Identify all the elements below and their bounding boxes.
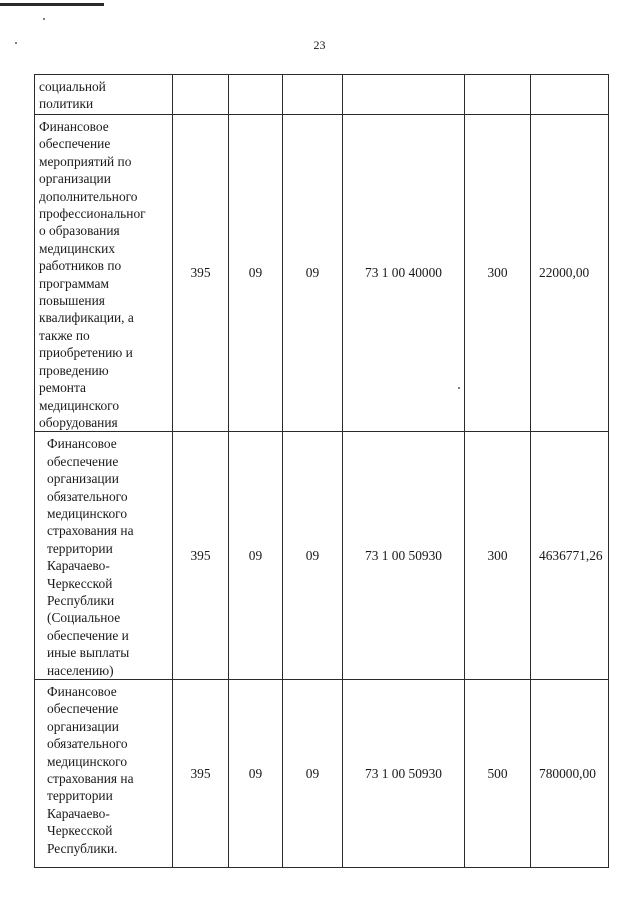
description-line: ремонта xyxy=(39,380,86,396)
description-line: оборудования xyxy=(39,414,118,430)
subsection-code-cell xyxy=(283,75,343,115)
description-line: Республики xyxy=(47,592,115,608)
budget-table xyxy=(34,74,609,868)
description-line: Финансовое xyxy=(47,436,117,452)
description-line: мероприятий по xyxy=(39,153,132,169)
page-number: 23 xyxy=(313,38,326,52)
description-line: о образования xyxy=(39,223,120,239)
description-line: обеспечение xyxy=(39,136,111,152)
description-line: дополнительного xyxy=(39,188,138,204)
amount-cell: 22000,00 xyxy=(531,115,609,432)
description-line: территории xyxy=(47,788,113,804)
amount-cell: 4636771,26 xyxy=(531,432,609,680)
description-line: обязательного xyxy=(47,488,128,504)
description-line: медицинских xyxy=(39,240,116,256)
description-line: страхования на xyxy=(47,771,134,787)
description-line: политики xyxy=(39,96,94,112)
description-line: медицинского xyxy=(47,505,128,521)
description-line: Карачаево- xyxy=(47,805,110,821)
table-row xyxy=(35,115,609,432)
description-line: обязательного xyxy=(47,736,128,752)
description-line: Черкесской xyxy=(47,575,113,591)
description-cell xyxy=(35,432,173,680)
target-article-cell xyxy=(343,75,465,115)
section-code-cell: 09 xyxy=(229,680,283,868)
description-line: организации xyxy=(47,718,119,734)
description-cell xyxy=(35,75,173,115)
description-line: населению) xyxy=(47,662,114,678)
description-line: также по xyxy=(39,327,90,343)
description-line: Финансовое xyxy=(47,684,117,699)
description-line: обеспечение xyxy=(47,453,119,469)
description-line: организации xyxy=(47,471,119,487)
description-line: иные выплаты xyxy=(47,645,130,661)
subsection-code-cell: 09 xyxy=(283,115,343,432)
description-line: Финансовое xyxy=(39,119,109,134)
description-line: социальной xyxy=(39,79,106,94)
description-line: (Социальное xyxy=(47,610,121,626)
description-line: повышения xyxy=(39,293,105,309)
description-line: приобретению и xyxy=(39,345,133,361)
description-line: Черкесской xyxy=(47,823,113,839)
amount-cell xyxy=(531,75,609,115)
table-row xyxy=(35,680,609,868)
scan-edge-mark xyxy=(0,3,104,6)
amount-cell: 780000,00 xyxy=(531,680,609,868)
description-line: медицинского xyxy=(39,397,120,413)
description-line: территории xyxy=(47,540,113,556)
description-line: страхования на xyxy=(47,523,134,539)
description-line: медицинского xyxy=(47,753,128,769)
expense-type-cell: 500 xyxy=(465,680,531,868)
description-line: работников по xyxy=(39,258,122,274)
description-line: квалификации, а xyxy=(39,310,134,326)
description-cell xyxy=(35,680,173,868)
description-line: Карачаево- xyxy=(47,558,110,574)
description-line: программам xyxy=(39,275,109,291)
expense-type-cell: 300 xyxy=(465,115,531,432)
section-code-cell xyxy=(229,75,283,115)
admin-code-cell: 395 xyxy=(173,432,229,680)
description-line: проведению xyxy=(39,362,109,378)
table-row xyxy=(35,75,609,115)
target-article-cell: 73 1 00 50930 xyxy=(343,432,465,680)
admin-code-cell xyxy=(173,75,229,115)
table-row xyxy=(35,432,609,680)
section-code-cell: 09 xyxy=(229,432,283,680)
target-article-cell: 73 1 00 50930 xyxy=(343,680,465,868)
target-article-cell: 73 1 00 40000 xyxy=(343,115,465,432)
scan-speck xyxy=(43,18,45,20)
subsection-code-cell: 09 xyxy=(283,432,343,680)
section-code-cell: 09 xyxy=(229,115,283,432)
description-line: Республики. xyxy=(47,840,118,856)
expense-type-cell xyxy=(465,75,531,115)
description-line: обеспечение и xyxy=(47,627,129,643)
description-line: профессиональног xyxy=(39,206,146,222)
description-cell xyxy=(35,115,173,432)
description-line: обеспечение xyxy=(47,701,119,717)
admin-code-cell: 395 xyxy=(173,680,229,868)
expense-type-cell: 300 xyxy=(465,432,531,680)
subsection-code-cell: 09 xyxy=(283,680,343,868)
admin-code-cell: 395 xyxy=(173,115,229,432)
description-line: организации xyxy=(39,171,111,187)
